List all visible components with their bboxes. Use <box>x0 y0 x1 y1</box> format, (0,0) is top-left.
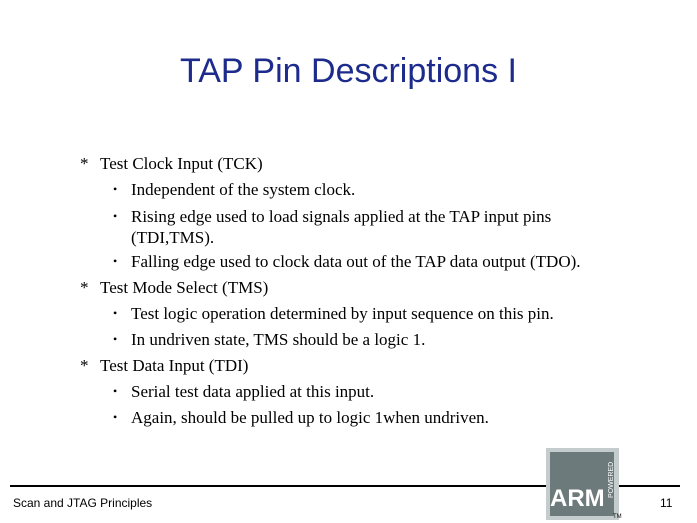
logo-subtext: POWERED <box>608 461 615 498</box>
sub-bullet <box>113 252 581 272</box>
sub-bullet <box>113 207 552 227</box>
bullet-marker: * <box>80 356 89 375</box>
sub-bullet-text: Rising edge used to load signals applied at the TAP input pins <box>131 207 552 226</box>
bullet-tck <box>80 154 263 174</box>
sub-bullet <box>113 330 426 350</box>
page-number: 11 <box>660 496 673 510</box>
sub-bullet-continuation: (TDI,TMS). <box>131 228 215 247</box>
sub-bullet <box>113 304 554 324</box>
trademark-mark: TM <box>613 514 622 520</box>
sub-bullet-marker: • <box>113 254 118 268</box>
bullet-heading: Test Mode Select (TMS) <box>100 278 269 297</box>
sub-bullet <box>113 382 375 402</box>
sub-bullet-marker: • <box>113 384 118 398</box>
slide-title: TAP Pin Descriptions I <box>180 52 517 90</box>
arm-powered-logo <box>546 448 619 520</box>
bullet-heading: Test Clock Input (TCK) <box>100 154 263 173</box>
sub-bullet <box>113 180 356 200</box>
bullet-marker: * <box>80 154 89 173</box>
sub-bullet-text: Independent of the system clock. <box>131 180 356 199</box>
sub-bullet <box>113 408 489 428</box>
bullet-heading: Test Data Input (TDI) <box>100 356 249 375</box>
sub-bullet-text: Again, should be pulled up to logic 1when undriven. <box>131 408 489 427</box>
sub-bullet-text: Test logic operation determined by input sequence on this pin. <box>131 304 554 323</box>
bullet-tdi <box>80 356 249 376</box>
sub-bullet-marker: • <box>113 332 118 346</box>
sub-bullet-marker: • <box>113 410 118 424</box>
sub-bullet-marker: • <box>113 306 118 320</box>
sub-bullet-marker: • <box>113 209 118 223</box>
sub-bullet-text: In undriven state, TMS should be a logic 1. <box>131 330 426 349</box>
sub-bullet-text: Serial test data applied at this input. <box>131 382 375 401</box>
bullet-tms <box>80 278 269 298</box>
logo-text: ARM <box>550 485 605 512</box>
sub-bullet-marker: • <box>113 182 118 196</box>
bullet-marker: * <box>80 278 89 297</box>
sub-bullet-text: Falling edge used to clock data out of the TAP data output (TDO). <box>131 252 581 271</box>
footer-title: Scan and JTAG Principles <box>13 496 153 510</box>
